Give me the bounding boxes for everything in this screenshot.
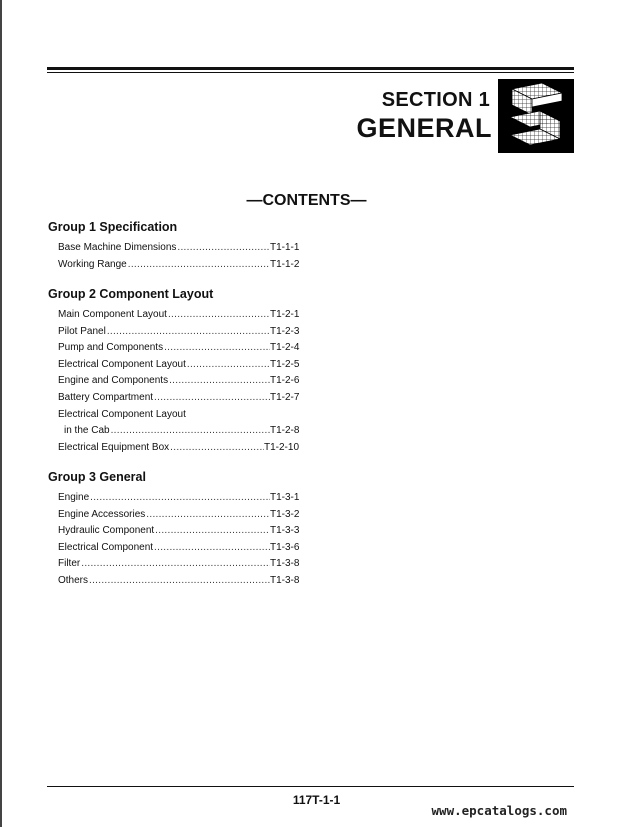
toc-entry-page: T1-3-8 xyxy=(270,574,300,586)
header-rule-thin xyxy=(47,72,574,73)
toc-leader-dots xyxy=(177,240,270,257)
toc-entry[interactable] xyxy=(48,556,308,573)
toc-entry-label: Base Machine Dimensions xyxy=(58,242,177,253)
toc-leader-dots xyxy=(111,423,270,440)
toc-entry-page: T1-2-3 xyxy=(270,325,300,337)
toc-entry-page: T1-2-1 xyxy=(270,309,300,320)
toc-entry[interactable] xyxy=(48,307,308,324)
toc-entry-page: T1-3-2 xyxy=(270,508,300,520)
toc-entry-label: Electrical Component Layout xyxy=(58,358,186,370)
toc-leader-dots xyxy=(90,490,270,507)
page-left-edge xyxy=(0,0,2,827)
toc-leader-dots xyxy=(155,523,270,540)
toc-entry-page: T1-2-5 xyxy=(270,358,300,370)
toc-entry-page: T1-2-4 xyxy=(270,342,300,354)
page-number: 117T-1-1 xyxy=(292,793,341,807)
toc-entry[interactable] xyxy=(48,357,308,374)
section-number: 1 xyxy=(478,89,490,111)
toc-entry-label: Pilot Panel xyxy=(58,325,106,337)
toc-leader-dots xyxy=(170,440,264,457)
toc-entry-page: T1-2-7 xyxy=(270,391,300,403)
toc-entry[interactable] xyxy=(48,423,308,440)
watermark-link[interactable]: www.epcatalogs.com xyxy=(431,803,567,818)
group-heading: Group 3 General xyxy=(48,470,146,484)
toc-entry-label: Filter xyxy=(58,558,81,570)
toc-leader-dots xyxy=(164,340,270,357)
toc-entry-page: T1-3-6 xyxy=(270,541,300,553)
contents-heading: —CONTENTS— xyxy=(246,192,367,209)
toc-leader-dots xyxy=(154,390,270,407)
toc-entry[interactable] xyxy=(48,407,308,424)
toc-leader-dots xyxy=(146,507,270,524)
toc-leader-dots xyxy=(169,373,270,390)
toc-entry-page: T1-3-8 xyxy=(270,558,300,570)
toc-entry[interactable] xyxy=(48,240,308,257)
toc-entry[interactable] xyxy=(48,507,308,524)
toc-entry-label: Electrical Component Layout xyxy=(58,408,186,420)
toc-group-3 xyxy=(48,470,308,590)
section-title: GENERAL xyxy=(356,113,492,143)
toc-leader-dots xyxy=(187,357,270,374)
toc-entry-label: Main Component Layout xyxy=(58,309,167,320)
toc-entry-page: T1-3-3 xyxy=(270,525,300,537)
toc-leader-dots xyxy=(168,307,270,324)
toc-entry[interactable] xyxy=(48,523,308,540)
toc-leader-dots xyxy=(128,257,270,274)
toc-entry-label: Electrical Equipment Box xyxy=(58,441,170,453)
toc-entry-label: Battery Compartment xyxy=(58,391,154,403)
toc-entry[interactable] xyxy=(48,440,308,457)
toc-entry-label: Engine and Components xyxy=(58,375,169,387)
toc-entry[interactable] xyxy=(48,490,308,507)
toc-group-2 xyxy=(48,287,308,456)
section-word: SECTION xyxy=(381,89,473,111)
toc-entry[interactable] xyxy=(48,324,308,341)
toc-entry[interactable] xyxy=(48,257,308,274)
group-heading: Group 1 Specification xyxy=(48,220,178,234)
toc-entry-label: Pump and Components xyxy=(58,342,164,354)
toc-leader-dots xyxy=(81,556,270,573)
toc-leader-dots xyxy=(89,573,270,590)
toc-entry-page: T1-3-1 xyxy=(270,492,300,503)
toc-entry[interactable] xyxy=(48,390,308,407)
toc-entry-label: Others xyxy=(58,574,89,586)
toc-entry[interactable] xyxy=(48,573,308,590)
toc-entry[interactable] xyxy=(48,540,308,557)
toc-entry-label: Working Range xyxy=(58,258,127,270)
footer-rule xyxy=(47,786,574,787)
toc-entry-label: Engine xyxy=(58,492,90,503)
toc-entry-page: T1-2-8 xyxy=(270,425,300,437)
toc-entry-label: Electrical Component xyxy=(58,541,154,553)
toc-entry-page: T1-1-1 xyxy=(270,242,300,253)
group-heading: Group 2 Component Layout xyxy=(48,287,214,301)
toc-entry-page: T1-2-10 xyxy=(264,441,300,453)
toc-entry-label: Engine Accessories xyxy=(58,508,146,520)
toc-entry-page: T1-2-6 xyxy=(270,375,300,387)
toc-entry-label: in the Cab xyxy=(64,425,110,437)
toc-entry[interactable] xyxy=(48,340,308,357)
section-s-cube-logo-icon xyxy=(498,79,574,153)
header-rule-thick xyxy=(47,67,574,70)
toc-leader-dots xyxy=(107,324,270,341)
toc-group-1 xyxy=(48,220,308,273)
toc-entry[interactable] xyxy=(48,373,308,390)
toc-entry-label: Hydraulic Component xyxy=(58,525,155,537)
toc-leader-dots xyxy=(154,540,270,557)
section-label xyxy=(382,89,490,112)
toc-entry-page: T1-1-2 xyxy=(270,258,300,270)
